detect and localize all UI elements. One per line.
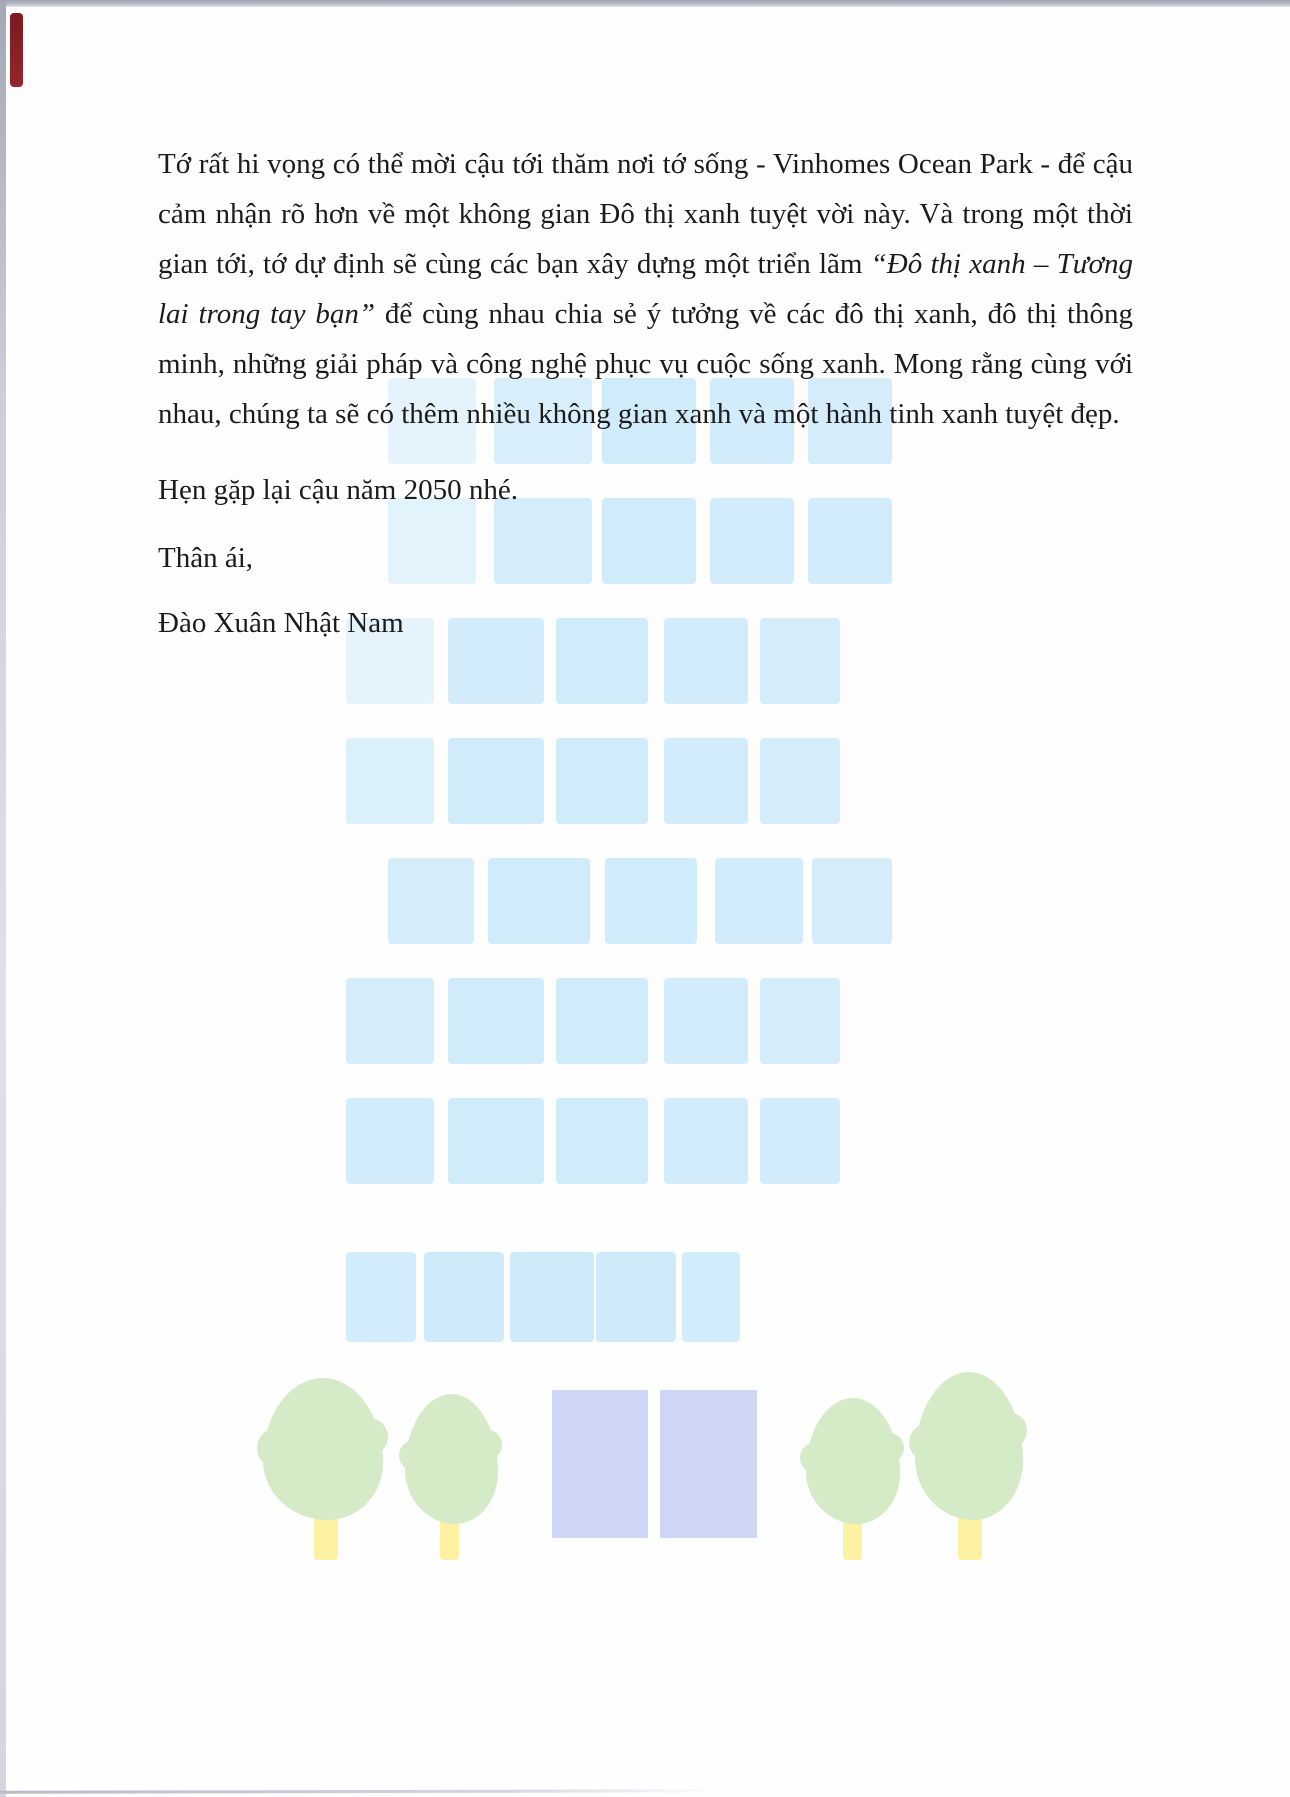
building-window [715,858,803,944]
letter-line-4-italic: lai trong tay bạn” [158,298,376,330]
letter-line-3 [158,239,1133,289]
building-door-panel [660,1390,757,1538]
building-window [812,858,892,944]
letter-line-1: Tớ rất hi vọng có thể mời cậu tới thăm nơi tớ sống - Vinhomes Ocean Park - để cậu [158,148,1133,180]
tree-foliage [806,1398,900,1524]
building-window [488,858,590,944]
letter-closing-meet: Hẹn gặp lại cậu năm 2050 nhé. [158,474,518,506]
building-window [388,858,474,944]
building-window [664,978,748,1064]
building-window [556,738,648,824]
building-window [424,1252,504,1342]
building-window [664,738,748,824]
letter-line-5: minh, những giải pháp và công nghệ phục vụ cuộc sống xanh. Mong rằng cùng với [158,348,1133,380]
building-window [605,858,697,944]
letter-line-3-italic: “Đô thị xanh – Tương [870,248,1133,280]
letter-signature: Đào Xuân Nhật Nam [158,607,404,639]
letter-line-4 [158,289,1133,339]
building-window [448,978,544,1064]
tree-foliage [915,1372,1023,1520]
building-window [760,1098,840,1184]
tree-foliage [405,1394,498,1524]
building-window [664,1098,748,1184]
letter-line-3-regular: gian tới, tớ dự định sẽ cùng các bạn xây dựng một triển lãm [158,248,871,280]
building-window [346,738,434,824]
letter-closing-regards: Thân ái, [158,542,254,574]
building-window [596,1252,676,1342]
letter-line-6: nhau, chúng ta sẽ có thêm nhiều không gian xanh và một hành tinh xanh tuyệt đẹp. [158,398,1120,430]
building-window [682,1252,740,1342]
building-window [346,978,434,1064]
building-window [346,1098,434,1184]
building-window [510,1252,594,1342]
letter-line-4-regular: để cùng nhau chia sẻ ý tưởng về các đô thị xanh, đô thị thông [375,298,1133,330]
tree-foliage [263,1378,383,1520]
letter-body [158,139,1133,648]
building-door-panel [552,1390,648,1538]
building-window [346,1252,416,1342]
building-window [760,978,840,1064]
building-window [556,978,648,1064]
letter-line-2: cảm nhận rõ hơn về một không gian Đô thị xanh tuyệt vời này. Và trong một thời [158,198,1133,230]
building-window [448,738,544,824]
building-window [556,1098,648,1184]
building-window [760,738,840,824]
building-window [448,1098,544,1184]
